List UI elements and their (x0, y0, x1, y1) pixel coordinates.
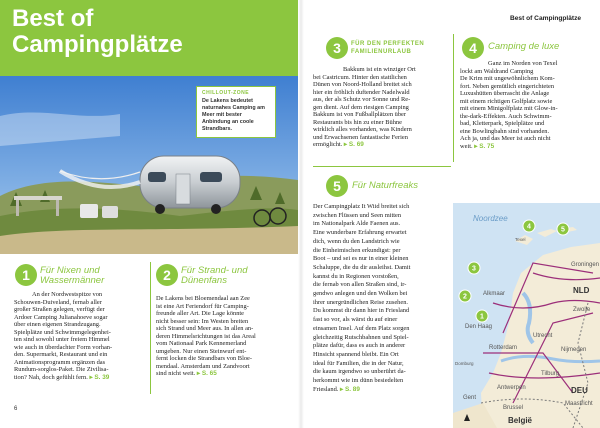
section-1-title-line-1: Für Nixen und (40, 265, 100, 276)
text-line: gleichzeitig Rutschbahnen und Spiel- (313, 333, 409, 341)
text-line: hier ein fröhlich duftender Nadelwald (313, 88, 410, 96)
map-pin-label: 3 (472, 265, 476, 273)
text-line: Hinsicht spannend bleibt. Ein Ort (313, 350, 399, 358)
page-ref-link[interactable]: ▸ S. 39 (89, 373, 110, 381)
map-city: Groningen (571, 262, 600, 268)
text-line: gendwo anlegen und den Wolken bei (313, 290, 408, 298)
map-city: Domburg (455, 361, 474, 366)
text-line: die kaum irgendwo so unberührt da- (313, 368, 406, 376)
map-pin-label: 5 (561, 226, 565, 234)
text-line: De Lakens bei Bloemendaal aan Zee (156, 295, 250, 302)
spine-shadow (298, 0, 304, 428)
text-line: ihrer unergründlichen Reise zusehen. (313, 298, 408, 306)
text-line: mit einem Minigolfplatz mit Glow-in- (460, 105, 558, 112)
text-line: aus, der als Schutz vor Sonne und Re- (313, 96, 411, 103)
text-line: Schouwen-Duiveland, fernab aller (14, 298, 102, 306)
map-illustration (453, 203, 600, 428)
page-ref-link[interactable]: ▸ S. 69 (343, 141, 364, 148)
text-line: Dünen von Noord-Holland breitet sich (313, 81, 412, 88)
section-4-badge: 4 (462, 37, 484, 59)
text-line: ten sind sowohl unter freiem Himmel (14, 336, 110, 343)
text-line: An der Nordwestspitze von (32, 291, 103, 298)
text-line: Boot – und sei es nur in einer kleinen (313, 255, 409, 263)
section-1-title (40, 266, 104, 286)
page-ref-link[interactable]: ▸ S. 89 (340, 385, 360, 393)
map-pin-label: 2 (463, 293, 467, 301)
text-line: bei Castricum. Hinter den stattlichen (313, 73, 407, 81)
section-2-badge: 2 (156, 264, 178, 286)
text-line: Luxushütten überrascht die Anlage (460, 90, 550, 97)
text-line: plätze dafür, dass es auch in anderer (313, 342, 406, 350)
netherlands-map (453, 203, 600, 428)
text-line: gen dient. Auf dem riesigen Camping (313, 103, 409, 111)
page-number-left: 6 (14, 406, 18, 412)
text-line: einsamen Insel. Auf dem Platz sorgen (313, 324, 410, 332)
text-line: Du kommst dir dann hier in Friesland (313, 307, 410, 315)
page-ref-text: S. 75 (479, 142, 495, 150)
section-1-title-line-2: Wassermänner (40, 275, 105, 286)
section-3-title-line-2: FAMILIENURLAUB (351, 49, 412, 55)
section-4-text (460, 60, 592, 150)
map-pin-4[interactable] (523, 220, 535, 232)
text-line: Rundum-sorglos-Paket. Die Zivilisa- (14, 366, 109, 373)
text-line: herkommt wie im dünn besiedelten (313, 377, 404, 385)
map-pin-label: 4 (527, 223, 531, 231)
text-line: Spielplätze und Schwimmgelegenhei- (14, 328, 111, 336)
text-line: die Einheimischen erkundigst: per (313, 246, 401, 254)
text-line-last: weit. (460, 142, 473, 150)
text-line: lockt am Waldrand Camping (460, 67, 534, 75)
map-pin-5[interactable] (557, 223, 569, 235)
map-pin-label: 1 (480, 313, 484, 321)
text-line: fernt locken die Strandbars von Bloe- (156, 355, 253, 362)
text-line: zwischen Flüssen und Seen mitten (313, 211, 402, 219)
text-line (156, 370, 288, 378)
text-line: ist eine Art Feriendorf für Camping- (156, 302, 249, 310)
text-line: im Nationalpark Alde Faenen aus. (313, 220, 401, 228)
text-line: fast so vor, als wärst du auf einer (313, 316, 398, 324)
map-city: Brussel (503, 405, 524, 411)
map-country-nld: NLD (573, 286, 590, 295)
text-line (313, 386, 447, 395)
section-2-text (156, 295, 288, 378)
text-line-last: ermöglicht. (313, 141, 343, 148)
map-city: Tilburg (541, 371, 560, 377)
map-city: Texel (515, 237, 526, 242)
text-line: und Erwachsenen fantastische Ferien (313, 133, 408, 141)
section-5-text (313, 203, 447, 394)
text-line: kannst du in Regionen vorstoßen, (313, 272, 399, 280)
text-line: mit einem richtigen Golfplatz sowie (460, 97, 553, 105)
text-line: ideal für Familien, die in der Natur, (313, 359, 404, 367)
text-line: vom Nationaal Park Kennemerland (156, 340, 247, 347)
text-line: sich Strand und Meer aus. In allen an- (156, 325, 254, 332)
page-ref-text: S. 69 (348, 141, 364, 148)
text-line: mendaal. Amsterdam und Zandvoort (156, 362, 250, 370)
section-4-title: Camping de luxe (488, 41, 560, 52)
text-line: Ach ja, und das Meer ist auch nicht (460, 135, 551, 142)
section-2-title-line-2: Dünenfans (181, 275, 227, 286)
map-city: Utrecht (533, 333, 553, 339)
text-line: wie auch in überdachter Form vorhan- (14, 343, 113, 351)
section-3-title-line-1: FÜR DEN PERFEKTEN (351, 41, 425, 47)
callout-box (196, 86, 276, 138)
text-line: Der Campingplatz It Wiid breitet sich (313, 203, 410, 210)
map-city: Nijmegen (561, 347, 587, 353)
text-line: Animationsprogramm ergänzen das (14, 358, 106, 366)
map-city: Alkmaar (483, 291, 506, 297)
page-ref-text: S. 65 (201, 370, 217, 377)
section-3-title (351, 40, 424, 56)
text-line (14, 374, 144, 382)
text-line: Schaluppe, die du dir ausleihst. Damit (313, 263, 411, 271)
map-city: Zwolle (573, 307, 591, 313)
section-1-text (14, 291, 144, 381)
map-city: Maastricht (565, 401, 593, 407)
section-3-text (313, 66, 446, 149)
page-ref-text: S. 39 (94, 373, 110, 381)
section-5-title: Für Naturfreaks (352, 180, 418, 191)
text-line-last: sind nicht weit. (156, 370, 196, 377)
title-line-1: Best of (12, 5, 94, 32)
text-line (313, 141, 446, 149)
section-2-title (181, 266, 248, 286)
text-line: freunde aller Art. Die Lage könnte (156, 310, 245, 317)
callout-text: De Lakens bedeutet naturnahes Camping am Meer mit bester Anbindung an coole Strandbars. (202, 98, 265, 132)
text-line: fort. Neben gemütlich eingerichteten (460, 82, 555, 90)
page-ref-link[interactable]: ▸ S. 65 (196, 370, 217, 377)
text-line: deren Himmelsrichtungen ist das Areal (156, 332, 256, 340)
text-line: großer Straßen gelegen, verfügt der (14, 306, 105, 313)
section-3-badge: 3 (326, 37, 348, 59)
text-line: the-dark-Effekten. Auch Schwimm- (460, 112, 552, 120)
page-ref-text: S. 89 (344, 385, 360, 393)
page-ref-link[interactable]: ▸ S. 75 (474, 142, 495, 150)
text-line: bad, Kletterpark, Spielplätze und (460, 120, 545, 127)
map-sea-label: Noordzee (473, 214, 508, 223)
running-header: Best of Campingplätze (510, 15, 582, 22)
title-line-2: Campingplätze (12, 31, 183, 58)
text-line: Ardoer Camping Julianahoeve sogar (14, 313, 108, 321)
text-line-last: Friesland. (313, 385, 339, 393)
text-line (460, 143, 592, 151)
text-line: über einen eigenen Strandzugang. (14, 321, 101, 328)
text-line: Ganz im Norden von Texel (488, 60, 558, 67)
text-line: Bakkum ist ein winziger Ort (343, 66, 416, 73)
section-2-title-line-1: Für Strand- und (181, 265, 248, 276)
text-line: den. Supermarkt, Restaurant und ein (14, 351, 108, 358)
text-line: umgeben. Nur einen Steinwurf ent- (156, 347, 247, 355)
map-pin-3[interactable] (468, 262, 480, 274)
text-line: wirklich alles vorhanden, was Kindern (313, 126, 412, 133)
map-city: Rotterdam (489, 345, 518, 351)
text-line: nicht besser sein: Im Westen breiten (156, 317, 249, 325)
map-country-deu: DEU (571, 386, 588, 395)
callout-heading: CHILLOUT-ZONE (202, 90, 250, 96)
section-divider (313, 166, 451, 167)
title-banner (0, 0, 298, 76)
text-line: eine Bowlingbahn sind vorhanden. (460, 127, 550, 135)
text-line: Eine wunderbare Erfahrung erwartet (313, 229, 407, 237)
text-line: Bakkum ist von Fußballplätzen über (313, 111, 407, 118)
text-line: die fernab von allen Straßen sind, ir- (313, 281, 407, 289)
section-1-badge: 1 (15, 264, 37, 286)
column-divider (453, 34, 454, 162)
page-title (12, 6, 252, 58)
column-divider (150, 262, 151, 394)
text-line-last: tion? Nah, doch gefühlt fern. (14, 373, 88, 381)
map-city: Gent (463, 395, 477, 401)
section-5-badge: 5 (326, 175, 348, 197)
map-city: Antwerpen (497, 385, 526, 391)
map-city: Den Haag (465, 324, 493, 330)
text-line: De Krim mit ungewöhnlichem Kom- (460, 75, 555, 82)
map-pin-1[interactable] (476, 310, 488, 322)
text-line: Restaurants bis hin zu einer Bühne (313, 118, 402, 126)
text-line: dich, wenn du den Landstrich wie (313, 237, 400, 245)
map-pin-2[interactable] (459, 290, 471, 302)
map-country-bel: België (508, 416, 533, 425)
